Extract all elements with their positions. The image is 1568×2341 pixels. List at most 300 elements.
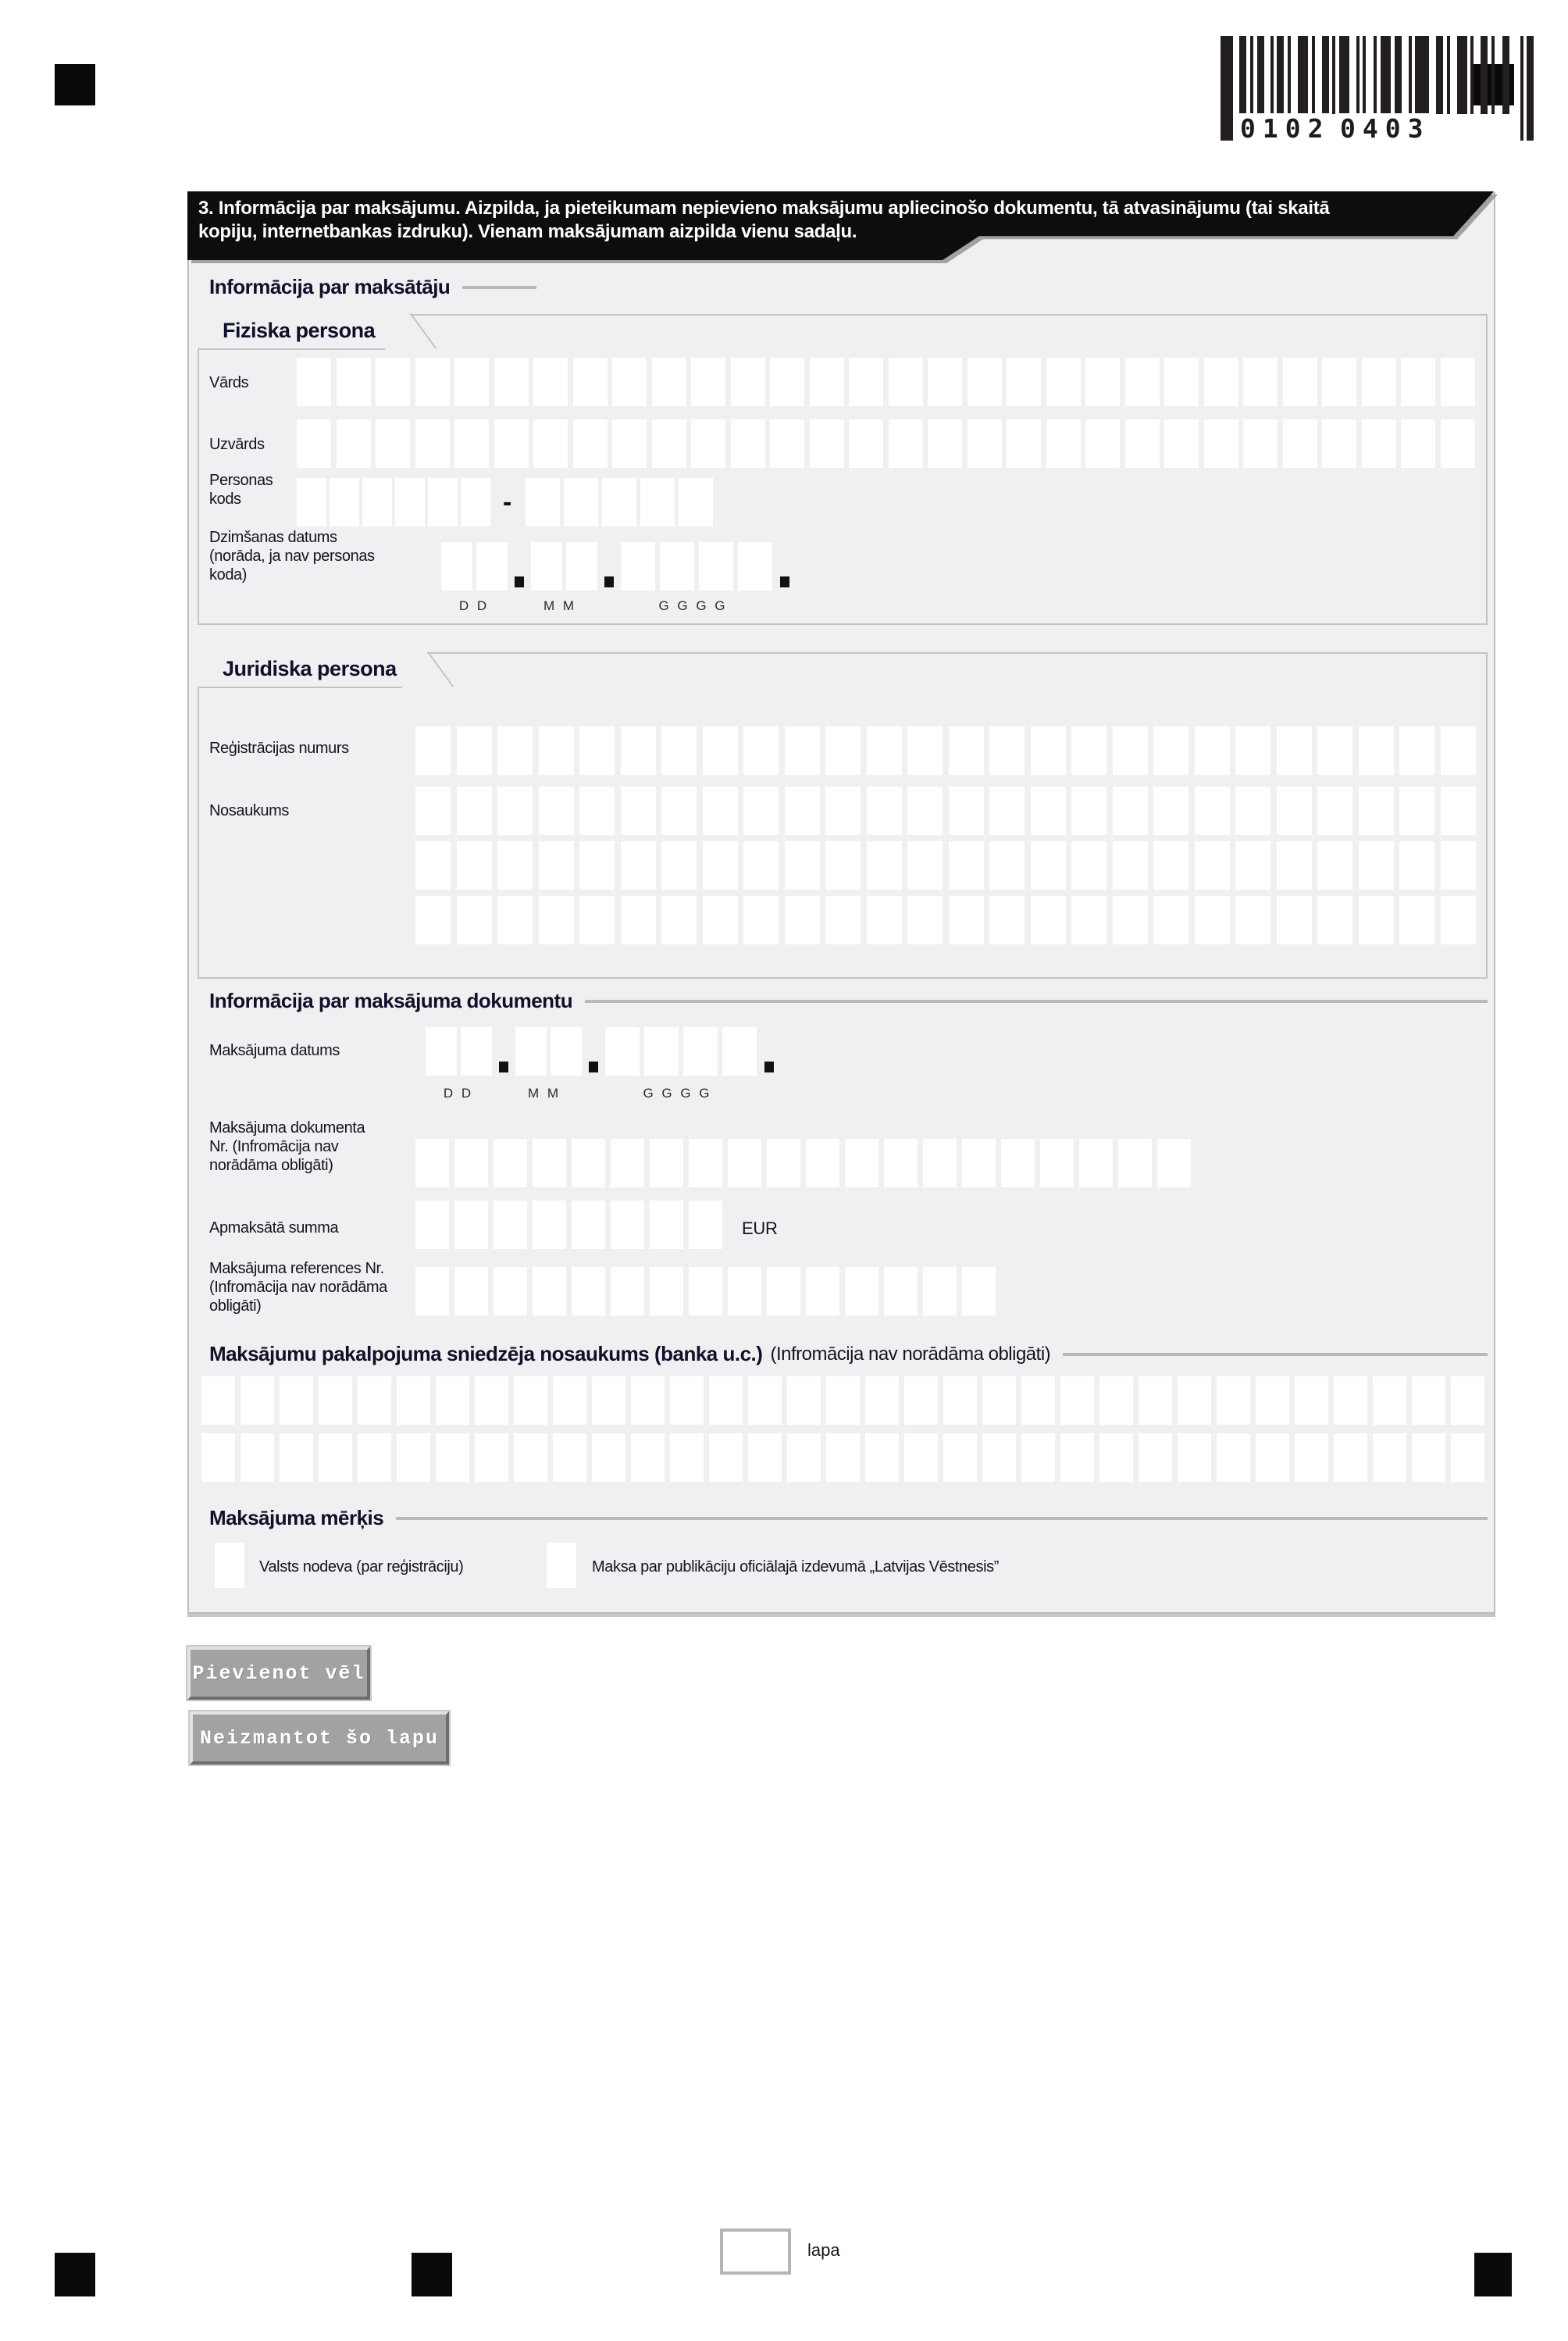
char-cell[interactable]	[904, 1433, 938, 1482]
char-cell[interactable]	[1295, 1433, 1328, 1482]
char-cell[interactable]	[415, 358, 450, 406]
pay-month-cells[interactable]	[515, 1027, 586, 1076]
uzvards-cells[interactable]	[297, 419, 1480, 468]
char-cell[interactable]	[1441, 896, 1476, 944]
char-cell[interactable]	[1164, 419, 1199, 468]
char-cell[interactable]	[1334, 1433, 1367, 1482]
char-cell[interactable]	[1118, 1139, 1152, 1187]
char-cell[interactable]	[1060, 1433, 1094, 1482]
char-cell[interactable]	[703, 726, 738, 775]
char-cell[interactable]	[825, 787, 861, 835]
char-cell[interactable]	[1451, 1376, 1484, 1425]
char-cell[interactable]	[904, 1376, 938, 1425]
char-cell[interactable]	[728, 1139, 761, 1187]
char-cell[interactable]	[454, 1201, 488, 1249]
char-cell[interactable]	[533, 1201, 566, 1249]
char-cell[interactable]	[1412, 1433, 1445, 1482]
char-cell[interactable]	[1277, 896, 1312, 944]
char-cell[interactable]	[968, 419, 1002, 468]
char-cell[interactable]	[457, 841, 492, 890]
char-cell[interactable]	[1362, 358, 1396, 406]
char-cell[interactable]	[703, 787, 738, 835]
char-cell[interactable]	[748, 1433, 782, 1482]
char-cell[interactable]	[982, 1376, 1016, 1425]
char-cell[interactable]	[738, 542, 772, 591]
char-cell[interactable]	[514, 1376, 547, 1425]
char-cell[interactable]	[1359, 787, 1394, 835]
char-cell[interactable]	[612, 419, 647, 468]
char-cell[interactable]	[867, 787, 902, 835]
char-cell[interactable]	[611, 1201, 644, 1249]
char-cell[interactable]	[1113, 787, 1148, 835]
char-cell[interactable]	[475, 1376, 508, 1425]
char-cell[interactable]	[689, 1139, 722, 1187]
char-cell[interactable]	[1317, 841, 1352, 890]
char-cell[interactable]	[1373, 1376, 1406, 1425]
char-cell[interactable]	[650, 1139, 683, 1187]
char-cell[interactable]	[337, 358, 371, 406]
char-cell[interactable]	[297, 478, 326, 526]
char-cell[interactable]	[539, 896, 574, 944]
char-cell[interactable]	[1021, 1376, 1055, 1425]
char-cell[interactable]	[785, 896, 820, 944]
char-cell[interactable]	[572, 1201, 605, 1249]
char-cell[interactable]	[652, 358, 686, 406]
char-cell[interactable]	[907, 787, 943, 835]
char-cell[interactable]	[476, 542, 508, 591]
char-cell[interactable]	[475, 1433, 508, 1482]
char-cell[interactable]	[579, 726, 615, 775]
char-cell[interactable]	[1113, 841, 1148, 890]
char-cell[interactable]	[494, 1139, 527, 1187]
char-cell[interactable]	[454, 1139, 488, 1187]
char-cell[interactable]	[497, 841, 533, 890]
char-cell[interactable]	[1204, 419, 1238, 468]
char-cell[interactable]	[943, 1433, 977, 1482]
char-cell[interactable]	[553, 1376, 586, 1425]
char-cell[interactable]	[1373, 1433, 1406, 1482]
char-cell[interactable]	[457, 896, 492, 944]
char-cell[interactable]	[461, 478, 490, 526]
char-cell[interactable]	[533, 419, 568, 468]
char-cell[interactable]	[650, 1267, 683, 1315]
char-cell[interactable]	[611, 1139, 644, 1187]
char-cell[interactable]	[494, 419, 529, 468]
char-cell[interactable]	[1085, 419, 1120, 468]
bank-name-cells-2[interactable]	[201, 1433, 1490, 1482]
char-cell[interactable]	[722, 1027, 757, 1076]
char-cell[interactable]	[1113, 896, 1148, 944]
char-cell[interactable]	[621, 726, 656, 775]
char-cell[interactable]	[1401, 358, 1435, 406]
char-cell[interactable]	[358, 1376, 391, 1425]
char-cell[interactable]	[989, 841, 1025, 890]
char-cell[interactable]	[1046, 419, 1081, 468]
char-cell[interactable]	[579, 841, 615, 890]
char-cell[interactable]	[436, 1433, 469, 1482]
char-cell[interactable]	[572, 1139, 605, 1187]
char-cell[interactable]	[1359, 896, 1394, 944]
char-cell[interactable]	[943, 1376, 977, 1425]
char-cell[interactable]	[1235, 841, 1270, 890]
char-cell[interactable]	[564, 478, 598, 526]
char-cell[interactable]	[1283, 358, 1317, 406]
char-cell[interactable]	[767, 1267, 800, 1315]
char-cell[interactable]	[928, 358, 962, 406]
char-cell[interactable]	[454, 419, 489, 468]
char-cell[interactable]	[1277, 787, 1312, 835]
char-cell[interactable]	[1031, 726, 1066, 775]
char-cell[interactable]	[457, 726, 492, 775]
char-cell[interactable]	[573, 358, 608, 406]
char-cell[interactable]	[661, 841, 697, 890]
char-cell[interactable]	[982, 1433, 1016, 1482]
char-cell[interactable]	[415, 419, 450, 468]
char-cell[interactable]	[703, 896, 738, 944]
char-cell[interactable]	[1071, 787, 1107, 835]
char-cell[interactable]	[428, 478, 458, 526]
char-cell[interactable]	[514, 1433, 547, 1482]
char-cell[interactable]	[436, 1376, 469, 1425]
char-cell[interactable]	[1399, 896, 1434, 944]
pay-day-cells[interactable]	[426, 1027, 496, 1076]
char-cell[interactable]	[1441, 358, 1475, 406]
char-cell[interactable]	[670, 1376, 704, 1425]
char-cell[interactable]	[867, 726, 902, 775]
char-cell[interactable]	[1157, 1139, 1191, 1187]
nosaukums-cells-1[interactable]	[415, 787, 1481, 835]
char-cell[interactable]	[968, 358, 1002, 406]
char-cell[interactable]	[661, 726, 697, 775]
char-cell[interactable]	[395, 478, 425, 526]
char-cell[interactable]	[825, 841, 861, 890]
nosaukums-cells-2[interactable]	[415, 841, 1481, 890]
char-cell[interactable]	[1295, 1376, 1328, 1425]
char-cell[interactable]	[679, 478, 713, 526]
char-cell[interactable]	[691, 419, 725, 468]
char-cell[interactable]	[1031, 841, 1066, 890]
char-cell[interactable]	[415, 1139, 449, 1187]
char-cell[interactable]	[1401, 419, 1435, 468]
char-cell[interactable]	[1399, 726, 1434, 775]
char-cell[interactable]	[572, 1267, 605, 1315]
char-cell[interactable]	[1441, 787, 1476, 835]
char-cell[interactable]	[748, 1376, 782, 1425]
char-cell[interactable]	[1217, 1376, 1250, 1425]
char-cell[interactable]	[889, 358, 923, 406]
char-cell[interactable]	[1362, 419, 1396, 468]
dokumenta-nr-cells[interactable]	[415, 1139, 1196, 1187]
char-cell[interactable]	[949, 841, 984, 890]
char-cell[interactable]	[661, 896, 697, 944]
char-cell[interactable]	[1178, 1376, 1211, 1425]
char-cell[interactable]	[539, 726, 574, 775]
char-cell[interactable]	[1139, 1376, 1172, 1425]
char-cell[interactable]	[415, 726, 451, 775]
char-cell[interactable]	[661, 787, 697, 835]
char-cell[interactable]	[621, 787, 656, 835]
char-cell[interactable]	[415, 1267, 449, 1315]
char-cell[interactable]	[743, 726, 779, 775]
char-cell[interactable]	[689, 1267, 722, 1315]
char-cell[interactable]	[949, 787, 984, 835]
char-cell[interactable]	[497, 726, 533, 775]
char-cell[interactable]	[785, 726, 820, 775]
char-cell[interactable]	[989, 787, 1025, 835]
char-cell[interactable]	[1007, 358, 1041, 406]
char-cell[interactable]	[1399, 787, 1434, 835]
char-cell[interactable]	[605, 1027, 640, 1076]
char-cell[interactable]	[962, 1139, 996, 1187]
char-cell[interactable]	[1243, 358, 1278, 406]
char-cell[interactable]	[989, 896, 1025, 944]
char-cell[interactable]	[1139, 1433, 1172, 1482]
char-cell[interactable]	[1153, 841, 1188, 890]
char-cell[interactable]	[319, 1433, 352, 1482]
char-cell[interactable]	[1235, 726, 1270, 775]
char-cell[interactable]	[1195, 896, 1230, 944]
char-cell[interactable]	[631, 1433, 665, 1482]
char-cell[interactable]	[1277, 841, 1312, 890]
bank-name-cells-1[interactable]	[201, 1376, 1490, 1425]
char-cell[interactable]	[1317, 896, 1352, 944]
char-cell[interactable]	[1153, 726, 1188, 775]
char-cell[interactable]	[1195, 726, 1230, 775]
char-cell[interactable]	[297, 419, 331, 468]
char-cell[interactable]	[1079, 1139, 1113, 1187]
char-cell[interactable]	[787, 1376, 821, 1425]
char-cell[interactable]	[989, 726, 1025, 775]
char-cell[interactable]	[358, 1433, 391, 1482]
char-cell[interactable]	[592, 1376, 625, 1425]
char-cell[interactable]	[1322, 358, 1356, 406]
char-cell[interactable]	[602, 478, 636, 526]
char-cell[interactable]	[806, 1139, 839, 1187]
char-cell[interactable]	[709, 1376, 743, 1425]
references-nr-cells[interactable]	[415, 1267, 1001, 1315]
char-cell[interactable]	[660, 542, 694, 591]
char-cell[interactable]	[533, 1267, 566, 1315]
char-cell[interactable]	[415, 1201, 449, 1249]
char-cell[interactable]	[849, 358, 883, 406]
char-cell[interactable]	[785, 841, 820, 890]
char-cell[interactable]	[884, 1139, 918, 1187]
char-cell[interactable]	[1195, 841, 1230, 890]
char-cell[interactable]	[337, 419, 371, 468]
char-cell[interactable]	[201, 1433, 235, 1482]
char-cell[interactable]	[631, 1376, 665, 1425]
char-cell[interactable]	[867, 841, 902, 890]
char-cell[interactable]	[1125, 419, 1160, 468]
char-cell[interactable]	[785, 787, 820, 835]
char-cell[interactable]	[1256, 1433, 1289, 1482]
char-cell[interactable]	[280, 1376, 313, 1425]
char-cell[interactable]	[709, 1433, 743, 1482]
page-number-box[interactable]	[720, 2229, 791, 2275]
char-cell[interactable]	[531, 542, 562, 591]
char-cell[interactable]	[767, 1139, 800, 1187]
char-cell[interactable]	[962, 1267, 996, 1315]
char-cell[interactable]	[621, 542, 655, 591]
char-cell[interactable]	[1317, 787, 1352, 835]
char-cell[interactable]	[415, 841, 451, 890]
char-cell[interactable]	[1235, 896, 1270, 944]
char-cell[interactable]	[1099, 1433, 1133, 1482]
char-cell[interactable]	[457, 787, 492, 835]
birth-day-cells[interactable]	[441, 542, 511, 591]
char-cell[interactable]	[731, 419, 765, 468]
char-cell[interactable]	[553, 1433, 586, 1482]
char-cell[interactable]	[731, 358, 765, 406]
char-cell[interactable]	[1399, 841, 1434, 890]
char-cell[interactable]	[845, 1267, 878, 1315]
char-cell[interactable]	[592, 1433, 625, 1482]
char-cell[interactable]	[923, 1267, 957, 1315]
char-cell[interactable]	[612, 358, 647, 406]
char-cell[interactable]	[539, 841, 574, 890]
char-cell[interactable]	[319, 1376, 352, 1425]
char-cell[interactable]	[526, 478, 560, 526]
char-cell[interactable]	[826, 1376, 860, 1425]
char-cell[interactable]	[644, 1027, 679, 1076]
birth-year-cells[interactable]	[621, 542, 777, 591]
char-cell[interactable]	[494, 358, 529, 406]
char-cell[interactable]	[728, 1267, 761, 1315]
char-cell[interactable]	[810, 419, 844, 468]
char-cell[interactable]	[515, 1027, 547, 1076]
char-cell[interactable]	[699, 542, 733, 591]
char-cell[interactable]	[1204, 358, 1238, 406]
char-cell[interactable]	[1021, 1433, 1055, 1482]
char-cell[interactable]	[362, 478, 392, 526]
char-cell[interactable]	[923, 1139, 957, 1187]
char-cell[interactable]	[1071, 841, 1107, 890]
char-cell[interactable]	[1007, 419, 1041, 468]
char-cell[interactable]	[845, 1139, 878, 1187]
char-cell[interactable]	[241, 1433, 274, 1482]
nosaukums-cells-3[interactable]	[415, 896, 1481, 944]
registracijas-numurs-cells[interactable]	[415, 726, 1481, 775]
char-cell[interactable]	[1277, 726, 1312, 775]
checkbox-publikacija[interactable]	[547, 1543, 576, 1588]
char-cell[interactable]	[1359, 841, 1394, 890]
personas-kods-cells-1[interactable]	[297, 478, 494, 526]
char-cell[interactable]	[611, 1267, 644, 1315]
char-cell[interactable]	[579, 787, 615, 835]
char-cell[interactable]	[703, 841, 738, 890]
char-cell[interactable]	[1125, 358, 1160, 406]
char-cell[interactable]	[670, 1433, 704, 1482]
char-cell[interactable]	[1060, 1376, 1094, 1425]
char-cell[interactable]	[770, 358, 804, 406]
char-cell[interactable]	[566, 542, 597, 591]
char-cell[interactable]	[1334, 1376, 1367, 1425]
char-cell[interactable]	[907, 726, 943, 775]
char-cell[interactable]	[1178, 1433, 1211, 1482]
char-cell[interactable]	[415, 896, 451, 944]
char-cell[interactable]	[494, 1267, 527, 1315]
char-cell[interactable]	[1071, 896, 1107, 944]
char-cell[interactable]	[539, 787, 574, 835]
char-cell[interactable]	[787, 1433, 821, 1482]
char-cell[interactable]	[1195, 787, 1230, 835]
char-cell[interactable]	[770, 419, 804, 468]
char-cell[interactable]	[397, 1376, 430, 1425]
apmaksata-summa-cells[interactable]	[415, 1201, 728, 1249]
char-cell[interactable]	[849, 419, 883, 468]
char-cell[interactable]	[397, 1433, 430, 1482]
char-cell[interactable]	[652, 419, 686, 468]
char-cell[interactable]	[454, 358, 489, 406]
char-cell[interactable]	[1031, 787, 1066, 835]
char-cell[interactable]	[621, 896, 656, 944]
char-cell[interactable]	[825, 726, 861, 775]
char-cell[interactable]	[907, 841, 943, 890]
char-cell[interactable]	[949, 726, 984, 775]
char-cell[interactable]	[573, 419, 608, 468]
char-cell[interactable]	[1317, 726, 1352, 775]
char-cell[interactable]	[743, 841, 779, 890]
char-cell[interactable]	[650, 1201, 683, 1249]
char-cell[interactable]	[1441, 419, 1475, 468]
char-cell[interactable]	[1113, 726, 1148, 775]
personas-kods-cells-2[interactable]	[526, 478, 717, 526]
char-cell[interactable]	[533, 1139, 566, 1187]
char-cell[interactable]	[1441, 841, 1476, 890]
char-cell[interactable]	[1283, 419, 1317, 468]
vards-cells[interactable]	[297, 358, 1480, 406]
checkbox-valsts-nodeva[interactable]	[215, 1543, 244, 1588]
char-cell[interactable]	[297, 358, 331, 406]
char-cell[interactable]	[825, 896, 861, 944]
char-cell[interactable]	[1085, 358, 1120, 406]
char-cell[interactable]	[1243, 419, 1278, 468]
char-cell[interactable]	[865, 1376, 899, 1425]
char-cell[interactable]	[494, 1201, 527, 1249]
char-cell[interactable]	[826, 1433, 860, 1482]
skip-page-button[interactable]: Neizmantot šo lapu	[190, 1711, 449, 1765]
char-cell[interactable]	[1001, 1139, 1035, 1187]
char-cell[interactable]	[867, 896, 902, 944]
char-cell[interactable]	[533, 358, 568, 406]
char-cell[interactable]	[810, 358, 844, 406]
char-cell[interactable]	[691, 358, 725, 406]
char-cell[interactable]	[1071, 726, 1107, 775]
char-cell[interactable]	[907, 896, 943, 944]
char-cell[interactable]	[497, 896, 533, 944]
char-cell[interactable]	[1412, 1376, 1445, 1425]
char-cell[interactable]	[330, 478, 359, 526]
char-cell[interactable]	[1441, 726, 1476, 775]
char-cell[interactable]	[280, 1433, 313, 1482]
char-cell[interactable]	[1217, 1433, 1250, 1482]
char-cell[interactable]	[579, 896, 615, 944]
char-cell[interactable]	[551, 1027, 582, 1076]
char-cell[interactable]	[1235, 787, 1270, 835]
char-cell[interactable]	[1451, 1433, 1484, 1482]
char-cell[interactable]	[1359, 726, 1394, 775]
char-cell[interactable]	[454, 1267, 488, 1315]
char-cell[interactable]	[1164, 358, 1199, 406]
char-cell[interactable]	[949, 896, 984, 944]
char-cell[interactable]	[743, 896, 779, 944]
char-cell[interactable]	[376, 358, 410, 406]
char-cell[interactable]	[689, 1201, 722, 1249]
char-cell[interactable]	[889, 419, 923, 468]
char-cell[interactable]	[376, 419, 410, 468]
char-cell[interactable]	[928, 419, 962, 468]
char-cell[interactable]	[426, 1027, 457, 1076]
